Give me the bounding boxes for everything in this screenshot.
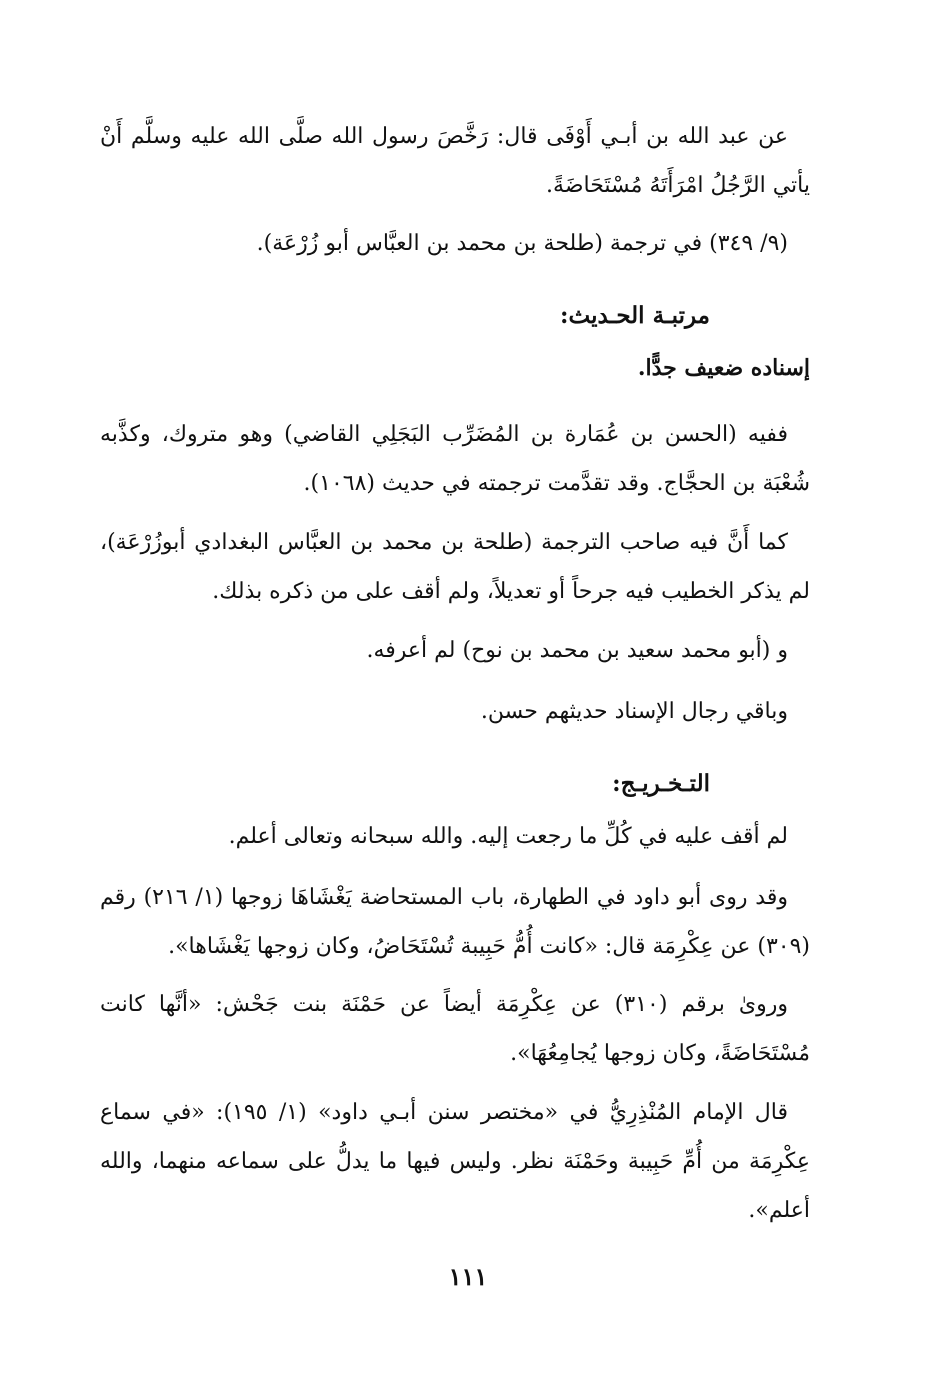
- narrator-critique-paragraph-1: ففيه (الحسن بن عُمَارة بن المُضَرِّب البَجَلِي القاضي) وهو متروك، وكذَّبه شُعْبَة بن الحجَّاج. وقد تقدَّمت ترجمته في حديث (١٠٦٨).: [100, 422, 810, 496]
- takhrij-paragraph-1: لم أقف عليه في كُلِّ ما رجعت إليه. والله سبحانه وتعالى أعلم.: [228, 824, 788, 849]
- hadith-text-paragraph: عن عبد الله بن أبـي أَوْفَى قال: رَخَّصَ رسول الله صلَّى الله عليه وسلَّم أَنْ يأتي الرَّجُلُ امْرَأَتَهُ مُسْتَحَاضَةً.: [100, 124, 810, 198]
- narrator-critique-paragraph-4: وباقي رجال الإسناد حديثهم حسن.: [480, 699, 788, 724]
- isnad-grade-paragraph: إسناده ضعيف جدًّا.: [637, 355, 810, 381]
- heading-hadith-rank: مرتبـة الحـديث:: [560, 302, 710, 329]
- takhrij-paragraph-2: وقد روى أبو داود في الطهارة، باب المستحاضة يَغْشَاهَا زوجها (١/ ٢١٦) رقم (٣٠٩) عن عِكْرِمَة قال: «كانت أُمُّ حَبِيبة تُسْتَحَاضُ، وكان زوجها يَغْشَاها».: [100, 885, 810, 959]
- source-reference-paragraph: (٩/ ٣٤٩) في ترجمة (طلحة بن محمد بن العبَّاس أبو زُرْعَة).: [256, 231, 788, 256]
- narrator-critique-paragraph-2: كما أَنَّ فيه صاحب الترجمة (طلحة بن محمد بن العبَّاس البغدادي أبوزُرْعَة)، لم يذكر الخطيب فيه جرحاً أو تعديلاً، ولم أقف على من ذكره بذلك.: [100, 530, 810, 604]
- takhrij-paragraph-3: وروىٰ برقم (٣١٠) عن عِكْرِمَة أيضاً عن حَمْنَة بنت جَحْش: «أنَّها كانت مُسْتَحَاضَةً، وكان زوجها يُجامِعُهَا».: [100, 992, 810, 1066]
- heading-takhrij: التـخـريـج:: [612, 770, 710, 797]
- takhrij-paragraph-4: قال الإمام المُنْذِرِيُّ في «مختصر سنن أبـي داود» (١/ ١٩٥): «في سماع عِكْرِمَة من أُمِّ حَبِيبة وحَمْنَة نظر. وليس فيها ما يدلُّ على سماعه منهما، والله أعلم».: [100, 1100, 810, 1223]
- page-number: ١١١: [448, 1262, 488, 1291]
- narrator-critique-paragraph-3: و (أبو محمد سعيد بن محمد بن نوح) لم أعرفه.: [366, 638, 788, 663]
